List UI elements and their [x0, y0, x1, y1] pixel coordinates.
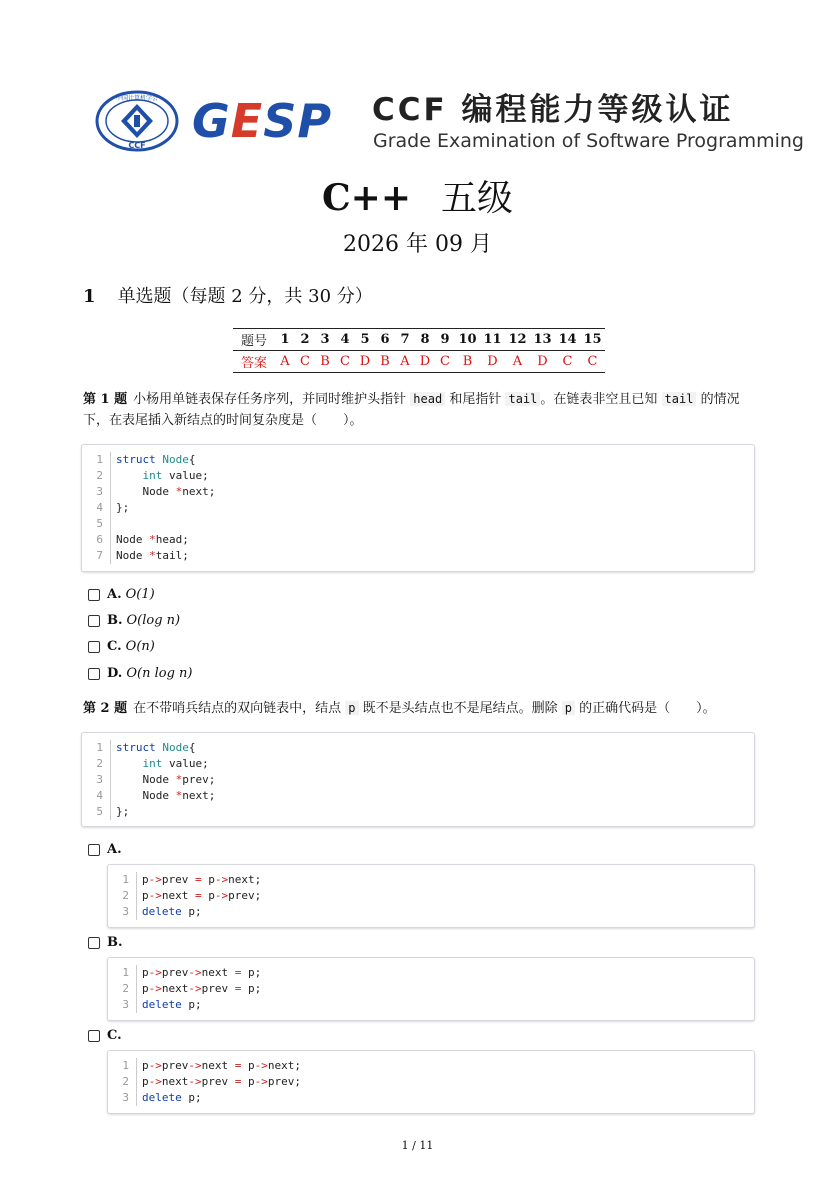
code-token: head;	[155, 533, 189, 546]
code-token: next;	[182, 485, 216, 498]
code-text	[111, 548, 189, 564]
code-token: p	[142, 1059, 149, 1072]
section-heading	[83, 284, 373, 310]
code-token: =	[234, 982, 242, 995]
page-number: 1 / 11	[401, 1139, 434, 1152]
question-number-cell: 10	[455, 329, 480, 351]
code-token: Node	[116, 549, 150, 562]
exam-level: 五级	[440, 178, 513, 219]
question-1-text-part: 的情况下，在表尾插入新结点的时间复杂度是（ ）。	[83, 392, 740, 428]
question-2-text-part: 在不带哨兵结点的双向链表中，结点	[133, 701, 342, 716]
question-1-option-a[interactable]	[88, 586, 155, 604]
question-number-cell: 7	[395, 329, 415, 351]
code-line	[82, 452, 754, 468]
option-math	[126, 638, 155, 656]
gesp-logo	[192, 96, 332, 146]
code-token: p	[142, 889, 149, 902]
answer-cell: B	[455, 351, 480, 373]
answer-label: 答案	[233, 351, 275, 373]
code-text	[111, 516, 116, 532]
ccf-seal-logo	[95, 90, 179, 152]
code-token: prev	[161, 1059, 189, 1072]
answer-cell: A	[395, 351, 415, 373]
line-number: 1	[108, 965, 137, 981]
question-number-cell: 1	[275, 329, 295, 351]
code-token: struct	[116, 453, 163, 466]
line-number: 1	[108, 872, 137, 888]
answer-cell: C	[555, 351, 580, 373]
option-letter: C.	[107, 1028, 122, 1043]
question-number-cell: 15	[580, 329, 605, 351]
code-line	[82, 740, 754, 756]
code-line	[82, 804, 754, 820]
code-token: *	[175, 485, 183, 498]
code-line	[108, 965, 754, 981]
answer-table	[233, 328, 605, 373]
line-number: 1	[82, 452, 111, 468]
code-token: delete	[142, 905, 182, 918]
question-1-text	[83, 389, 753, 431]
answer-cell: C	[295, 351, 315, 373]
code-token: {	[188, 453, 196, 466]
code-token: ->	[148, 889, 162, 902]
code-text	[111, 740, 195, 756]
question-1-text-part: 和尾指针	[449, 392, 502, 407]
brand-title-en: Grade Examination of Software Programming	[373, 130, 804, 152]
inline-code-tail: tail	[505, 392, 540, 406]
code-token: =	[234, 966, 242, 979]
question-number-cell: 8	[415, 329, 435, 351]
answer-cell: A	[505, 351, 530, 373]
question-2-text	[83, 698, 753, 719]
answer-cell: C	[335, 351, 355, 373]
exam-title	[0, 176, 835, 221]
question-2-label: 第 2 题	[83, 701, 128, 716]
line-number: 1	[82, 740, 111, 756]
code-text	[137, 997, 202, 1013]
code-text	[111, 756, 209, 772]
line-number: 3	[108, 997, 137, 1013]
line-number: 7	[82, 548, 111, 564]
code-token: Node	[116, 533, 150, 546]
line-number: 3	[82, 772, 111, 788]
line-number: 4	[82, 788, 111, 804]
code-line	[108, 904, 754, 920]
answer-cell: A	[275, 351, 295, 373]
question-1-text-part: 小杨用单链表保存任务序列，并同时维护头指针	[133, 392, 407, 407]
code-token: p	[201, 873, 215, 886]
line-number: 2	[82, 468, 111, 484]
code-token: ->	[148, 982, 162, 995]
code-token: next	[161, 889, 195, 902]
code-token	[116, 469, 143, 482]
code-token: next	[161, 1075, 189, 1088]
code-token	[116, 757, 143, 770]
code-line	[82, 756, 754, 772]
answer-table-answer-row	[233, 351, 605, 373]
code-token: prev;	[182, 773, 216, 786]
inline-code-head: head	[410, 392, 445, 406]
section-number: 1	[83, 286, 96, 307]
code-token: struct	[116, 741, 163, 754]
code-text	[111, 468, 209, 484]
code-token: int	[142, 757, 163, 770]
code-line	[82, 788, 754, 804]
question-number-cell: 2	[295, 329, 315, 351]
code-token: p	[201, 889, 215, 902]
code-token: p;	[181, 998, 202, 1011]
answer-cell: C	[435, 351, 455, 373]
question-1-option-b[interactable]	[88, 612, 180, 630]
code-token: Node	[162, 453, 189, 466]
line-number: 3	[108, 904, 137, 920]
code-token: value;	[162, 757, 209, 770]
option-d-value: O(n log n)	[126, 666, 193, 681]
code-line	[82, 484, 754, 500]
answer-cell: C	[580, 351, 605, 373]
code-token: delete	[142, 998, 182, 1011]
option-d-checkbox[interactable]	[88, 668, 100, 680]
code-token: p	[241, 1059, 255, 1072]
inline-code-tail: tail	[662, 392, 697, 406]
code-text	[137, 904, 202, 920]
code-line	[108, 1074, 754, 1090]
code-token: ->	[148, 873, 162, 886]
code-token: p	[241, 1075, 255, 1088]
code-line	[108, 1090, 754, 1106]
option-letter: A.	[107, 842, 122, 857]
code-line	[108, 997, 754, 1013]
code-line	[108, 872, 754, 888]
code-token: };	[116, 501, 130, 514]
brand-title-cn: CCF 编程能力等级认证	[372, 92, 734, 128]
code-token: ->	[254, 1075, 268, 1088]
code-text	[111, 484, 215, 500]
line-number: 5	[82, 516, 111, 532]
answer-cell: D	[530, 351, 555, 373]
line-number: 5	[82, 804, 111, 820]
code-line	[108, 888, 754, 904]
question-1-option-d[interactable]	[88, 665, 192, 683]
code-token: next;	[228, 873, 262, 886]
code-token: Node	[116, 485, 176, 498]
question-number-cell: 6	[375, 329, 395, 351]
code-line	[82, 516, 754, 532]
code-token: *	[175, 789, 183, 802]
code-token: =	[234, 1075, 242, 1088]
answer-table-header-row	[233, 329, 605, 351]
option-b-checkbox[interactable]	[88, 937, 100, 949]
option-b-value: O(log n)	[126, 613, 181, 628]
exam-date: 2026 年 09 月	[343, 232, 492, 257]
code-token: ->	[188, 966, 202, 979]
code-token: =	[234, 1059, 242, 1072]
code-token: p;	[241, 982, 262, 995]
question-2-option-a[interactable]	[88, 841, 126, 859]
option-c-checkbox[interactable]	[88, 641, 100, 653]
code-token: int	[142, 469, 163, 482]
code-token: *	[149, 533, 156, 546]
code-token: p	[142, 966, 149, 979]
option-math	[127, 612, 181, 630]
option-a-checkbox[interactable]	[88, 844, 100, 856]
code-text	[111, 788, 215, 804]
code-token: Node	[116, 773, 176, 786]
code-line	[82, 772, 754, 788]
option-letter: B.	[107, 935, 123, 950]
option-letter: A.	[107, 587, 122, 602]
line-number: 2	[108, 981, 137, 997]
code-token: p	[142, 873, 149, 886]
seal-ccf-text: CCF	[128, 141, 146, 150]
question-number-cell: 9	[435, 329, 455, 351]
code-text	[137, 981, 261, 997]
line-number: 2	[108, 888, 137, 904]
code-text	[111, 532, 189, 548]
code-token: p;	[181, 1091, 202, 1104]
question-number-label: 题号	[233, 329, 275, 351]
code-token: delete	[142, 1091, 182, 1104]
line-number: 3	[82, 484, 111, 500]
option-letter: D.	[107, 666, 123, 681]
code-token: };	[116, 805, 130, 818]
question-2-text-part: 既不是头结点也不是尾结点。删除	[362, 701, 558, 716]
option-c-value: O(n)	[125, 639, 155, 654]
option-b-checkbox[interactable]	[88, 615, 100, 627]
code-token: prev	[201, 1075, 235, 1088]
answer-cell: D	[415, 351, 435, 373]
question-2-option-c[interactable]	[88, 1027, 126, 1045]
code-token: next;	[267, 1059, 301, 1072]
question-1-label: 第 1 题	[83, 392, 128, 407]
question-1-text-part: 。在链表非空且已知	[540, 392, 658, 407]
question-2-code-block	[81, 732, 755, 827]
code-token: Node	[162, 741, 189, 754]
code-line	[108, 1058, 754, 1074]
code-line	[82, 548, 754, 564]
code-text	[111, 452, 195, 468]
code-line	[82, 500, 754, 516]
option-b-code-block	[107, 957, 755, 1021]
line-number: 4	[82, 500, 111, 516]
question-number-cell: 13	[530, 329, 555, 351]
exam-language: C++	[322, 177, 411, 219]
code-token: next	[161, 982, 189, 995]
code-token: p;	[241, 966, 262, 979]
line-number: 2	[82, 756, 111, 772]
code-token: ->	[254, 1059, 268, 1072]
option-math	[126, 665, 192, 683]
code-token: prev	[161, 873, 195, 886]
code-token: ->	[188, 982, 202, 995]
line-number: 1	[108, 1058, 137, 1074]
option-a-value: O(1)	[125, 587, 155, 602]
option-letter: C.	[107, 639, 122, 654]
gesp-logo-text: GESP	[192, 94, 333, 148]
option-a-code-block	[107, 864, 755, 928]
code-token: prev	[161, 966, 189, 979]
section-text: 单选题（每题 2 分，共 30 分）	[117, 286, 373, 307]
code-text	[137, 965, 261, 981]
question-1-option-c[interactable]	[88, 638, 155, 656]
code-token: {	[188, 741, 196, 754]
option-c-checkbox[interactable]	[88, 1030, 100, 1042]
option-c-code-block	[107, 1050, 755, 1114]
option-a-checkbox[interactable]	[88, 589, 100, 601]
question-number-cell: 11	[480, 329, 505, 351]
question-number-cell: 5	[355, 329, 375, 351]
code-text	[111, 772, 215, 788]
code-token: *	[175, 773, 183, 786]
code-token: *	[149, 549, 156, 562]
code-token: next;	[182, 789, 216, 802]
code-token: p	[142, 982, 149, 995]
answer-cell: B	[375, 351, 395, 373]
code-text	[111, 500, 129, 516]
question-number-cell: 4	[335, 329, 355, 351]
answer-cell: B	[315, 351, 335, 373]
code-line	[108, 981, 754, 997]
code-token: value;	[162, 469, 209, 482]
question-number-cell: 12	[505, 329, 530, 351]
code-token: tail;	[155, 549, 189, 562]
code-text	[137, 1090, 202, 1106]
line-number: 3	[108, 1090, 137, 1106]
code-text	[137, 888, 261, 904]
code-token: Node	[116, 789, 176, 802]
code-token: ->	[214, 889, 229, 902]
code-text	[137, 1058, 301, 1074]
question-number-cell: 3	[315, 329, 335, 351]
code-token: next	[201, 966, 235, 979]
code-token: ->	[148, 966, 162, 979]
code-text	[111, 804, 129, 820]
question-2-text-part: 的正确代码是（ ）。	[579, 701, 716, 716]
seal-top-text: 中国计算机学会	[115, 95, 159, 102]
code-token: p	[142, 1075, 149, 1088]
option-letter: B.	[107, 613, 123, 628]
code-token: ->	[188, 1075, 202, 1088]
question-2-option-b[interactable]	[88, 934, 127, 952]
code-token: =	[195, 873, 202, 886]
code-token: ->	[188, 1059, 202, 1072]
code-line	[82, 468, 754, 484]
code-token: prev	[201, 982, 235, 995]
code-line	[82, 532, 754, 548]
code-token: p;	[181, 905, 202, 918]
answer-cell: D	[355, 351, 375, 373]
answer-cell: D	[480, 351, 505, 373]
code-token: ->	[148, 1059, 162, 1072]
question-1-code-block	[81, 444, 755, 572]
code-token: ->	[148, 1075, 162, 1088]
question-number-cell: 14	[555, 329, 580, 351]
code-token: ->	[214, 873, 229, 886]
code-text	[137, 1074, 301, 1090]
line-number: 6	[82, 532, 111, 548]
option-math	[126, 586, 155, 604]
code-token: prev;	[267, 1075, 301, 1088]
inline-code-p: p	[562, 701, 575, 715]
line-number: 2	[108, 1074, 137, 1090]
code-text	[137, 872, 261, 888]
code-token: next	[201, 1059, 235, 1072]
code-token: prev;	[228, 889, 262, 902]
code-token: =	[195, 889, 202, 902]
inline-code-p: p	[345, 701, 358, 715]
